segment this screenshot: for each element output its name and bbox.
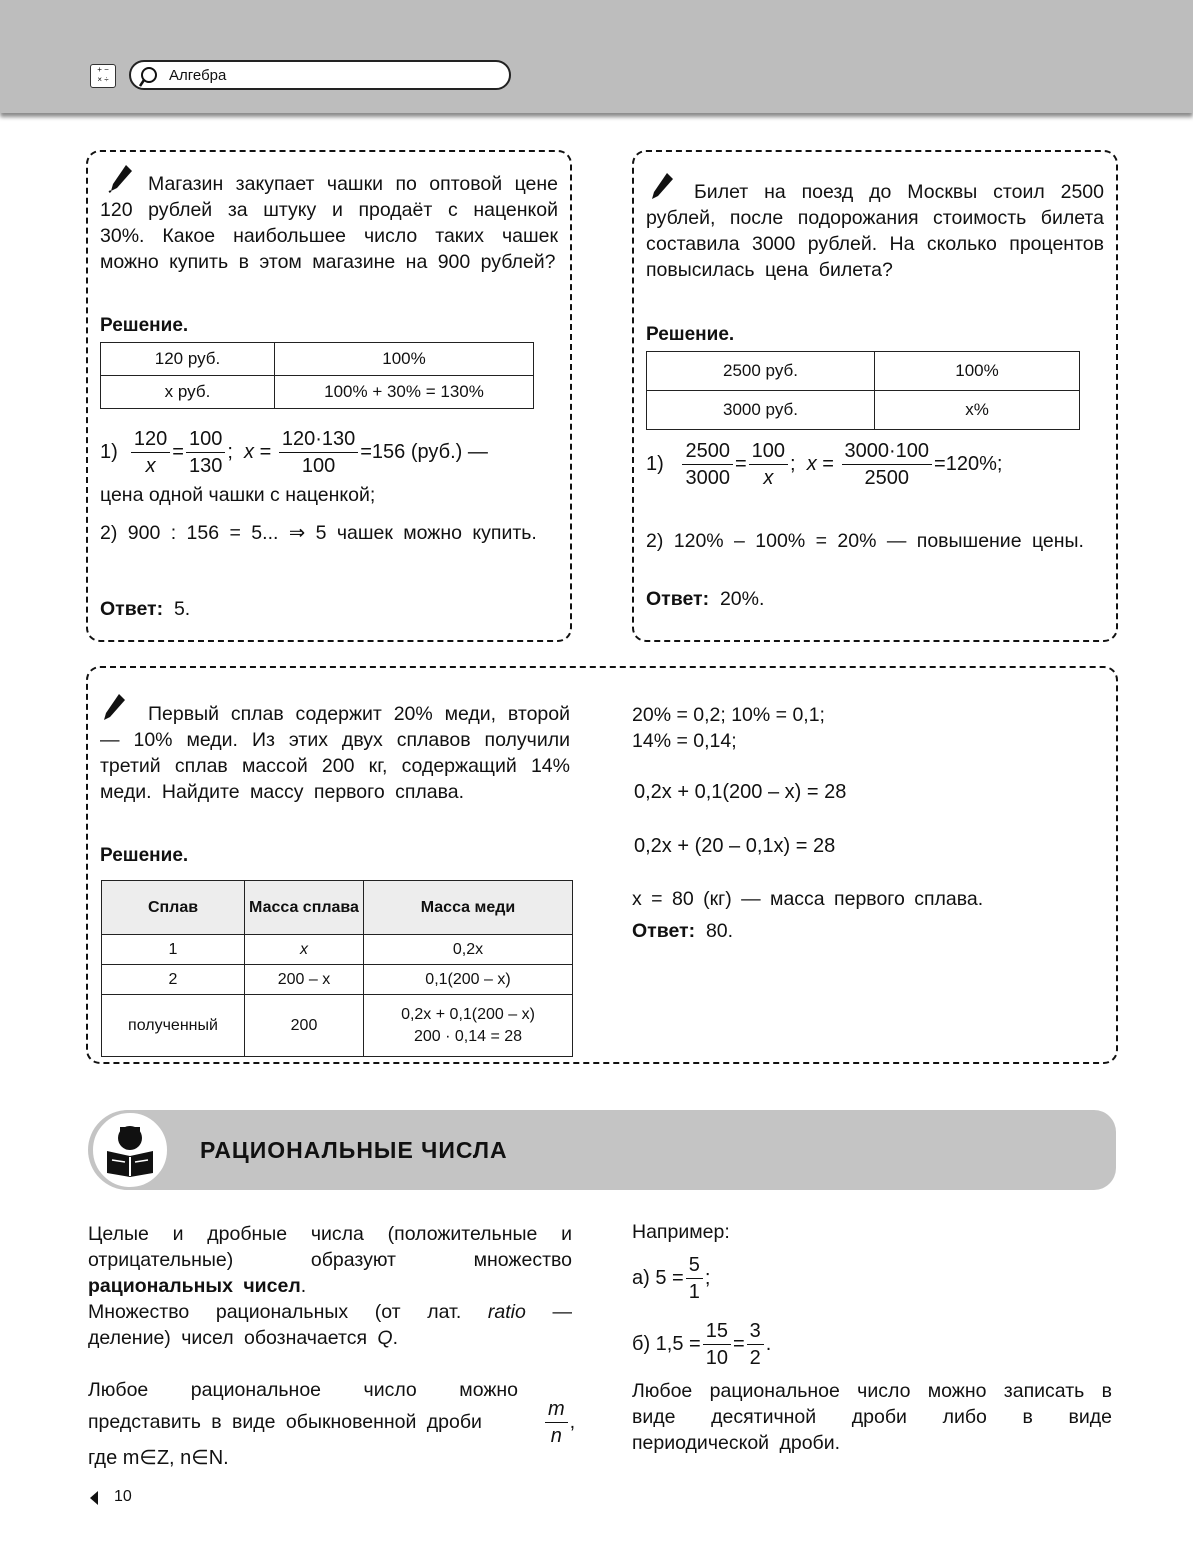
step-suffix: =120%; xyxy=(934,452,1003,475)
page-arrow-icon xyxy=(90,1491,98,1505)
table-cell: 100% xyxy=(275,343,534,376)
problem-1-answer xyxy=(100,596,190,622)
table-header: Сплав xyxy=(102,881,245,935)
text-part: . xyxy=(300,1275,307,1297)
problem-2-step2: 2) 120% – 100% = 20% — повышение цены. xyxy=(646,530,1084,552)
text-part: Целые и дробные числа (положительные и отрицательные) образуют множество xyxy=(88,1223,572,1271)
reader-icon xyxy=(93,1113,167,1187)
theory-paragraph-4: Любое рациональное число можно записать в виде десятичной дроби либо в виде периодической дроби. xyxy=(632,1380,1112,1454)
problem-1-step2: 2) 900 : 156 = 5... ⇒ 5 чашек можно купить. xyxy=(100,522,537,544)
table-cell: x руб. xyxy=(101,376,275,409)
problem-1-table xyxy=(100,342,534,409)
answer-label: Ответ: xyxy=(100,598,164,620)
theory-set-membership: где m∈Z, n∈N. xyxy=(88,1447,229,1469)
table-cell: 3000 руб. xyxy=(647,391,875,430)
table-cell xyxy=(364,995,573,1057)
set-symbol: Q xyxy=(377,1327,393,1349)
table-cell: 200 xyxy=(245,995,364,1057)
theory-paragraph-3: Любое рациональное число можно представить в виде обыкновенной дроби xyxy=(88,1379,518,1433)
problem-1-step1-tail: цена одной чашки с наценкой; xyxy=(100,484,376,506)
problem-3-text: Первый сплав содержит 20% меди, второй — 10% меди. Из этих двух сплавов получили третий сплав массой 200 кг, содержащий 14% меди. Найдите массу первого сплава. xyxy=(100,703,570,803)
top-banner xyxy=(0,0,1193,113)
table-cell: 200 – x xyxy=(245,965,364,995)
table-cell: x xyxy=(245,935,364,965)
example-a: а) 5 = $\frac{5}{1}$ ; xyxy=(632,1254,711,1303)
answer-label: Ответ: xyxy=(646,588,710,610)
problem-3-right-line2: 14% = 0,14; xyxy=(632,730,737,752)
example-label: Например: xyxy=(632,1221,730,1243)
problem-3-table xyxy=(101,880,573,1057)
theory-paragraph-2 xyxy=(88,1299,572,1351)
table-cell: 2 xyxy=(102,965,245,995)
example-b: б) 1,5 = $\frac{15}{10}$ = $\frac{3}{2}$ . xyxy=(632,1320,772,1369)
table-cell: 100% xyxy=(875,352,1080,391)
problem-1-text: Магазин закупает чашки по оптовой цене 120 рублей за штуку и продаёт с наценкой 30%. Какое наибольшее число таких чашек можно купить в этом магазине на 900 рублей? xyxy=(100,173,558,273)
problem-1-solution-label: Решение. xyxy=(100,315,189,336)
answer-label: Ответ: xyxy=(632,920,696,942)
table-header: Масса меди xyxy=(364,881,573,935)
search-bar[interactable] xyxy=(129,60,511,90)
fraction-m-n: $\frac{m}{n}$ , xyxy=(543,1396,575,1449)
text-part: . xyxy=(392,1327,399,1349)
problem-3-result: x = 80 (кг) — масса первого сплава. xyxy=(632,888,984,910)
example-prefix: б) 1,5 = xyxy=(632,1332,701,1355)
cell-line: 0,2x + 0,1(200 – x) xyxy=(401,1005,535,1023)
problem-2-equation: 1) $\frac{2500}{3000}$ = $\frac{100}{x}$ ; x = $\frac{3000\cdot 100}{2500}$ =120%; xyxy=(646,440,1003,489)
step-suffix: =156 (руб.) — xyxy=(360,440,488,463)
problem-2-table xyxy=(646,351,1080,430)
table-cell: 120 руб. xyxy=(101,343,275,376)
table-cell: полученный xyxy=(102,995,245,1057)
problem-3-solution-label: Решение. xyxy=(100,845,189,866)
page-number: 10 xyxy=(114,1488,132,1505)
text-part: Множество рациональных (от лат. xyxy=(88,1301,488,1323)
problem-2-answer xyxy=(646,586,764,612)
example-prefix: а) 5 = xyxy=(632,1266,684,1289)
search-icon xyxy=(139,66,161,88)
table-header: Масса сплава xyxy=(245,881,364,935)
problem-1-equation: 1) $\frac{120}{x}$ = $\frac{100}{130}$ ; x = $\frac{120\cdot 130}{100}$ =156 (руб.) — xyxy=(100,428,488,477)
text-part: — деление) чисел обозначается xyxy=(88,1301,572,1349)
answer-value: 5. xyxy=(173,598,191,620)
table-cell: 1 xyxy=(102,935,245,965)
section-icon-circle xyxy=(90,1110,170,1190)
step-prefix: 1) xyxy=(100,440,118,463)
search-text: Алгебра xyxy=(169,67,227,84)
theory-paragraph-1 xyxy=(88,1221,572,1299)
italic-term: ratio xyxy=(487,1301,526,1323)
problem-3-eq2: 0,2x + (20 – 0,1x) = 28 xyxy=(634,835,836,857)
calculator-icon: + − × ÷ xyxy=(90,64,116,88)
problem-3-answer xyxy=(632,918,733,944)
table-cell: x% xyxy=(875,391,1080,430)
problem-3-eq1: 0,2x + 0,1(200 – x) = 28 xyxy=(634,781,847,803)
table-cell: 2500 руб. xyxy=(647,352,875,391)
table-cell: 100% + 30% = 130% xyxy=(275,376,534,409)
section-title: РАЦИОНАЛЬНЫЕ ЧИСЛА xyxy=(200,1137,508,1163)
bold-term: рациональных чисел xyxy=(88,1275,301,1297)
problem-2-solution-label: Решение. xyxy=(646,324,735,345)
cell-line: 200 · 0,14 = 28 xyxy=(413,1027,523,1045)
answer-value: 80. xyxy=(705,920,734,942)
table-cell: 0,2x xyxy=(364,935,573,965)
answer-value: 20%. xyxy=(719,588,765,610)
table-cell: 0,1(200 – x) xyxy=(364,965,573,995)
problem-3-right-line1: 20% = 0,2; 10% = 0,1; xyxy=(632,704,825,726)
step-prefix: 1) xyxy=(646,452,664,475)
problem-2-text: Билет на поезд до Москвы стоил 2500 рублей, после подорожания стоимость билета составила 3000 рублей. На сколько процентов повысилась цена билета? xyxy=(646,181,1104,281)
